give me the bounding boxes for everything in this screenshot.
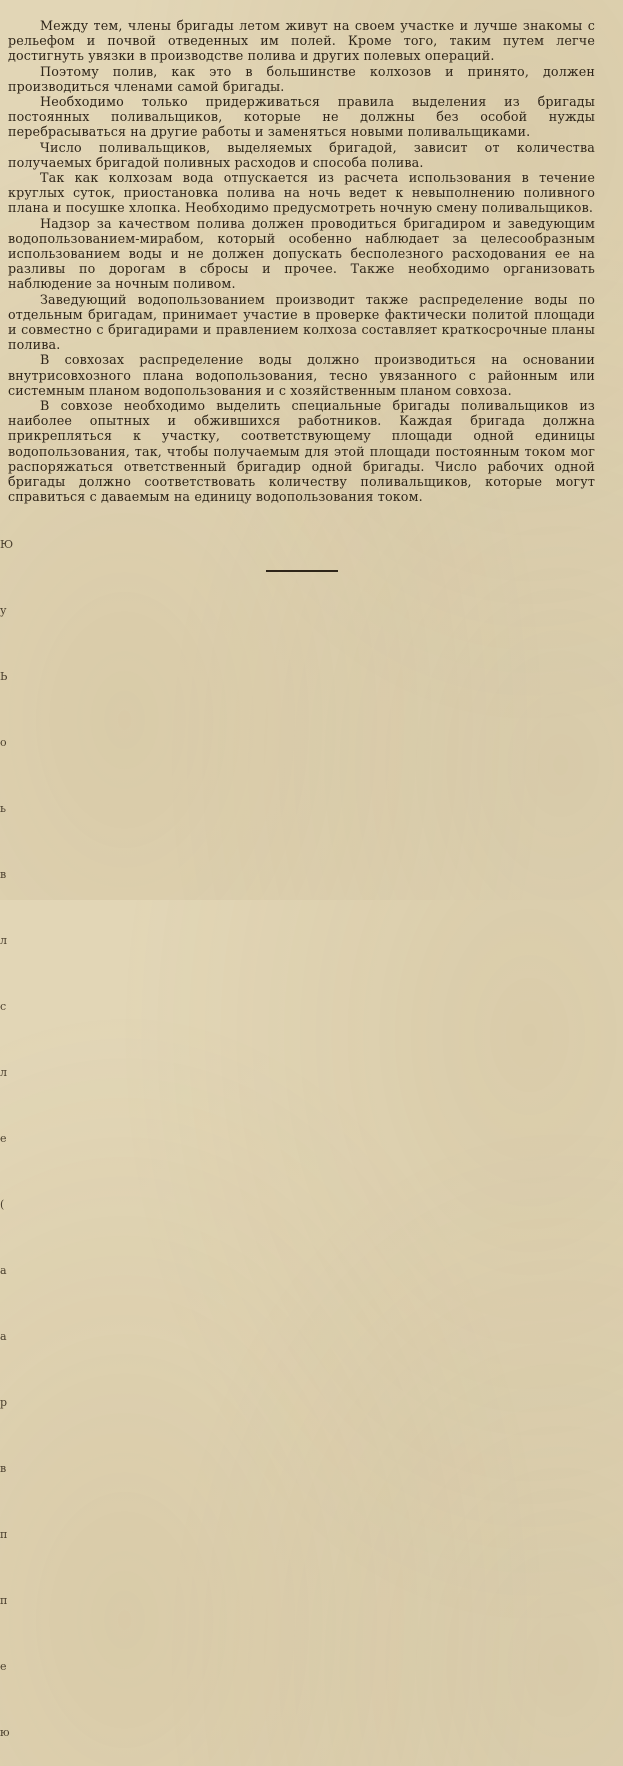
gutter-fragment: Ю xyxy=(0,538,14,551)
gutter-fragment: а xyxy=(0,1330,7,1343)
gutter-fragment: ( xyxy=(0,1198,5,1211)
paragraph: В совхозе необходимо выделить специальные бригады поливальщиков из наиболее опытных и обжившихся работников. Каждая бригада должна прикрепляться к участку, соответствующему площади одной единицы водопользования, так, чтобы получаемым для этой площади постоянным током мог распоряжаться ответственный бригадир одной бригады. Число рабочих одной бригады должно соответствовать количеству поливальщиков, которые могут справиться с даваемым на единицу водопользования током. xyxy=(8,398,595,505)
gutter-fragment: с xyxy=(0,1000,7,1013)
paragraph: Так как колхозам вода отпускается из расчета использования в течение круглых суток, приостановка полива на ночь ведет к невыполнению поливного плана и посушке хлопка. Необходимо предусмотреть ночную смену поливальщиков. xyxy=(8,170,595,216)
document-body xyxy=(8,18,595,505)
gutter-fragment: п xyxy=(0,1528,8,1541)
gutter-fragment: а xyxy=(0,1264,7,1277)
gutter-fragment: л xyxy=(0,1066,7,1079)
paragraph: Надзор за качеством полива должен проводиться бригадиром и заведующим водопользованием-мирабом, который особенно наблюдает за целесообразным использованием воды и не должен допускать бесполезного расходования ее на разливы по дорогам в сбросы и прочее. Также необходимо организовать наблюдение за ночным поливом. xyxy=(8,215,595,292)
gutter-fragment: у xyxy=(0,604,7,617)
paragraph: Число поливальщиков, выделяемых бригадой, зависит от количества получаемых бригадой поливных расходов и способа полива. xyxy=(8,139,595,170)
paragraph: В совхозах распределение воды должно производиться на основании внутрисовхозного плана водопользования, тесно увязанного с районным или системным планом водопользования и с хозяйственным планом совхоза. xyxy=(8,352,595,398)
paragraph: Между тем, члены бригады летом живут на своем участке и лучше знакомы с рельефом и почвой отведенных им полей. Кроме того, таким путем легче достигнуть увязки в производстве полива и других полевых операций. xyxy=(8,18,595,64)
paragraph: Необходимо только придерживаться правила выделения из бригады постоянных поливальщиков, которые не должны без особой нужды перебрасываться на другие работы и заменяться новыми поливальщиками. xyxy=(8,94,595,140)
bleed-through-gutter xyxy=(0,490,14,1739)
gutter-fragment: ю xyxy=(0,1726,10,1739)
paragraph: Заведующий водопользованием производит также распределение воды по отдельным бригадам, принимает участие в проверке фактически политой площади и совместно с бригадирами и правлением колхоза составляет краткосрочные планы полива. xyxy=(8,291,595,353)
gutter-fragment: е xyxy=(0,1132,7,1145)
gutter-fragment: о xyxy=(0,736,7,749)
gutter-fragment: ь xyxy=(0,802,6,815)
section-divider xyxy=(266,570,338,572)
gutter-fragment: Ь xyxy=(0,670,8,683)
paragraph: Поэтому полив, как это в большинстве колхозов и принято, должен производиться членами самой бригады. xyxy=(8,63,595,94)
gutter-fragment: л xyxy=(0,934,7,947)
gutter-fragment: в xyxy=(0,868,7,881)
gutter-fragment: е xyxy=(0,1660,7,1673)
gutter-fragment: р xyxy=(0,1396,8,1409)
gutter-fragment: в xyxy=(0,1462,7,1475)
gutter-fragment: п xyxy=(0,1594,8,1607)
